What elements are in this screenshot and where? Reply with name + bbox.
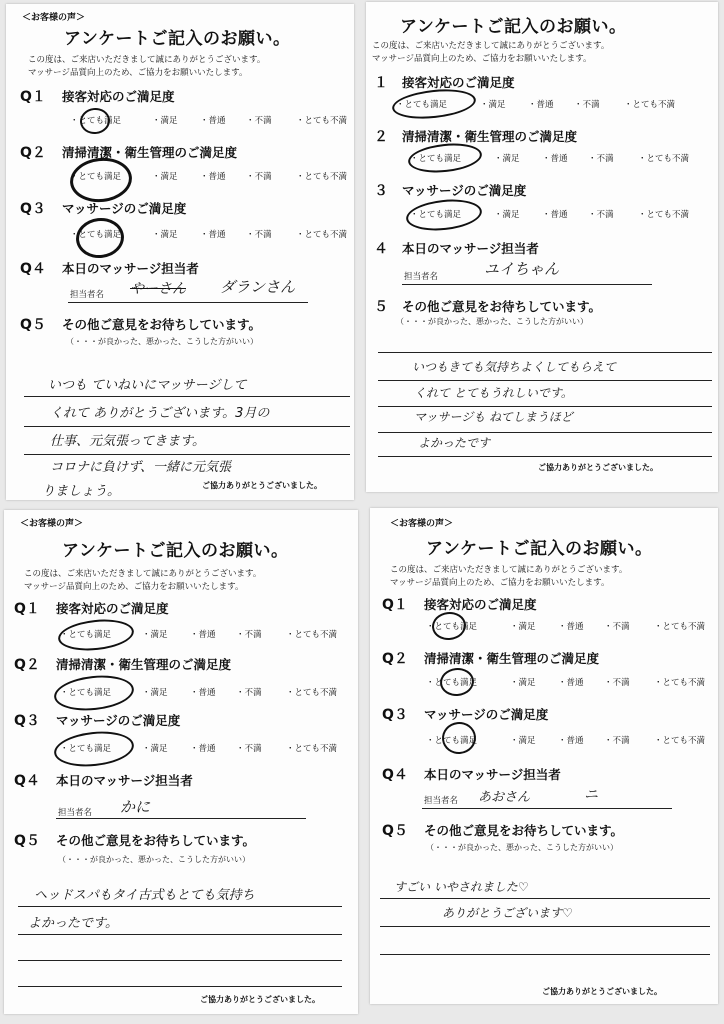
option-very-satisfied[interactable]: ・とても満足 — [410, 210, 462, 220]
option-very-dissatisfied[interactable]: ・とても不満 — [638, 154, 690, 164]
question-text: マッサージのご満足度 — [56, 713, 181, 728]
comment-line — [380, 898, 710, 899]
option-satisfied[interactable]: ・満足 — [142, 630, 168, 640]
comment-line — [378, 352, 712, 353]
rating-options-1 — [60, 628, 337, 640]
question-number: Q４ — [20, 261, 46, 277]
rating-options-3 — [70, 228, 347, 240]
comment-line — [378, 456, 712, 457]
question-text: 本日のマッサージ担当者 — [424, 767, 561, 782]
question-1 — [14, 598, 169, 618]
option-very-dissatisfied[interactable]: ・とても不満 — [296, 230, 348, 240]
question-5 — [374, 296, 601, 316]
question-number: Q４ — [382, 767, 408, 783]
question-text: 清掃清潔・衛生管理のご満足度 — [56, 657, 232, 672]
option-satisfied[interactable]: ・満足 — [142, 744, 168, 754]
question-3 — [374, 180, 526, 200]
question-text: 本日のマッサージ担当者 — [56, 773, 193, 788]
comment-line — [380, 926, 710, 927]
option-satisfied[interactable]: ・満足 — [510, 736, 536, 746]
rating-options-2 — [60, 686, 337, 698]
intro-line-1: この度は、ご来店いただきまして誠にありがとうございます。 — [372, 41, 610, 51]
survey-card-2 — [366, 2, 718, 492]
staff-label: 担当者名 — [404, 272, 439, 282]
question-1 — [374, 72, 515, 92]
option-neutral[interactable]: ・普通 — [558, 622, 584, 632]
comment-hint: （・・・が良かった、悪かった、こうした方がいい） — [426, 843, 618, 852]
option-neutral[interactable]: ・普通 — [542, 154, 568, 164]
rating-options-3 — [426, 734, 705, 746]
option-satisfied[interactable]: ・満足 — [480, 100, 506, 110]
question-1 — [382, 594, 537, 614]
option-dissatisfied[interactable]: ・不満 — [588, 210, 614, 220]
question-text: その他ご意見をお待ちしています。 — [56, 833, 256, 848]
option-neutral[interactable]: ・普通 — [190, 630, 216, 640]
comment-line — [24, 454, 350, 455]
intro-line-2: マッサージ品質向上のため、ご協力をお願いいたします。 — [24, 582, 244, 592]
question-2 — [374, 126, 577, 146]
option-dissatisfied[interactable]: ・不満 — [236, 744, 262, 754]
option-very-satisfied[interactable]: ・とても満足 — [70, 116, 122, 126]
comment-line-1: ヘッドスパもタイ古式もとても気持ち — [34, 888, 255, 903]
survey-card-3 — [4, 510, 358, 1014]
option-very-satisfied[interactable]: ・とても満足 — [60, 688, 112, 698]
question-text: 本日のマッサージ担当者 — [62, 261, 199, 276]
staff-underline — [422, 808, 672, 809]
question-number: Q１ — [14, 601, 40, 617]
option-very-satisfied[interactable]: ・とても満足 — [396, 100, 448, 110]
question-2 — [14, 654, 231, 674]
voice-tag: ＜お客様の声＞ — [390, 519, 454, 529]
comment-hint: （・・・が良かった、悪かった、こうした方がいい） — [396, 317, 588, 326]
option-dissatisfied[interactable]: ・不満 — [246, 116, 272, 126]
comment-line — [380, 954, 710, 955]
rating-options-3 — [410, 208, 689, 220]
comment-line-1: いつも ていねいにマッサージして — [48, 378, 247, 393]
rating-options-1 — [70, 114, 347, 126]
survey-card-1 — [6, 4, 354, 500]
staff-name-struck: やーさん — [130, 281, 186, 297]
comment-line — [24, 396, 350, 397]
question-text: 本日のマッサージ担当者 — [402, 241, 539, 256]
thanks-text: ご協力ありがとうございました。 — [200, 995, 320, 1004]
rating-options-2 — [426, 676, 705, 688]
comment-line — [18, 960, 342, 961]
question-number: ２ — [374, 129, 388, 145]
option-very-dissatisfied[interactable]: ・とても不満 — [638, 210, 690, 220]
option-very-satisfied[interactable]: ・とても満足 — [426, 622, 478, 632]
question-3 — [14, 710, 180, 730]
option-neutral[interactable]: ・普通 — [542, 210, 568, 220]
survey-title: アンケートご記入のお願い。 — [62, 541, 289, 561]
option-very-dissatisfied[interactable]: ・とても不満 — [654, 678, 706, 688]
survey-title: アンケートご記入のお願い。 — [400, 17, 627, 37]
question-number: Q２ — [382, 651, 408, 667]
option-very-satisfied[interactable]: ・とても満足 — [426, 678, 478, 688]
question-4 — [374, 238, 539, 258]
option-very-satisfied[interactable]: ・とても満足 — [70, 172, 122, 182]
option-very-dissatisfied[interactable]: ・とても不満 — [624, 100, 676, 110]
option-satisfied[interactable]: ・満足 — [152, 116, 178, 126]
option-dissatisfied[interactable]: ・不満 — [604, 622, 630, 632]
question-number: Q２ — [20, 145, 46, 161]
intro-line-2: マッサージ品質向上のため、ご協力をお願いいたします。 — [390, 578, 610, 588]
option-very-satisfied[interactable]: ・とても満足 — [70, 230, 122, 240]
question-text: 清掃清潔・衛生管理のご満足度 — [62, 145, 238, 160]
question-number: Q３ — [382, 707, 408, 723]
option-dissatisfied[interactable]: ・不満 — [236, 688, 262, 698]
question-number: Q１ — [382, 597, 408, 613]
staff-label: 担当者名 — [424, 796, 459, 806]
survey-title: アンケートご記入のお願い。 — [426, 539, 653, 559]
question-text: 清掃清潔・衛生管理のご満足度 — [424, 651, 600, 666]
option-dissatisfied[interactable]: ・不満 — [246, 230, 272, 240]
option-dissatisfied[interactable]: ・不満 — [604, 736, 630, 746]
question-5 — [20, 314, 261, 334]
option-satisfied[interactable]: ・満足 — [510, 622, 536, 632]
option-satisfied[interactable]: ・満足 — [142, 688, 168, 698]
intro-line-1: この度は、ご来店いただきまして誠にありがとうございます。 — [24, 569, 262, 579]
option-very-dissatisfied[interactable]: ・とても不満 — [654, 736, 706, 746]
option-satisfied[interactable]: ・満足 — [494, 210, 520, 220]
option-dissatisfied[interactable]: ・不満 — [574, 100, 600, 110]
option-very-dissatisfied[interactable]: ・とても不満 — [654, 622, 706, 632]
question-number: １ — [374, 75, 388, 91]
question-3 — [382, 704, 548, 724]
staff-name: ユイちゃん — [484, 260, 560, 278]
question-text: その他ご意見をお待ちしています。 — [424, 823, 624, 838]
question-text: 清掃清潔・衛生管理のご満足度 — [402, 129, 578, 144]
question-3 — [20, 198, 186, 218]
voice-tag: ＜お客様の声＞ — [22, 13, 86, 23]
option-neutral[interactable]: ・普通 — [190, 688, 216, 698]
question-4 — [382, 764, 561, 784]
comment-line-4: よかったです — [418, 436, 491, 450]
option-neutral[interactable]: ・普通 — [200, 172, 226, 182]
intro-line-2: マッサージ品質向上のため、ご協力をお願いいたします。 — [372, 54, 592, 64]
staff-underline — [402, 284, 652, 285]
staff-underline — [56, 818, 306, 819]
option-neutral[interactable]: ・普通 — [200, 116, 226, 126]
question-4 — [20, 258, 199, 278]
option-neutral[interactable]: ・普通 — [200, 230, 226, 240]
thanks-text: ご協力ありがとうございました。 — [538, 463, 658, 472]
question-number: ３ — [374, 183, 388, 199]
staff-mark: ニ — [584, 787, 598, 803]
question-number: Q３ — [14, 713, 40, 729]
option-very-satisfied[interactable]: ・とても満足 — [426, 736, 478, 746]
comment-line — [378, 432, 712, 433]
question-number: Q５ — [20, 317, 46, 333]
thanks-text: ご協力ありがとうございました。 — [542, 987, 662, 996]
question-text: マッサージのご満足度 — [424, 707, 549, 722]
staff-label: 担当者名 — [58, 808, 93, 818]
option-very-dissatisfied[interactable]: ・とても不満 — [286, 744, 338, 754]
thanks-text: ご協力ありがとうございました。 — [202, 481, 322, 490]
option-dissatisfied[interactable]: ・不満 — [604, 678, 630, 688]
option-dissatisfied[interactable]: ・不満 — [588, 154, 614, 164]
comment-line — [18, 986, 342, 987]
question-4 — [14, 770, 193, 790]
option-neutral[interactable]: ・普通 — [558, 736, 584, 746]
question-text: その他ご意見をお待ちしています。 — [62, 317, 262, 332]
comment-line — [24, 426, 350, 427]
comment-line-2: ありがとうございます♡ — [442, 906, 573, 920]
question-text: マッサージのご満足度 — [62, 201, 187, 216]
comment-line — [378, 380, 712, 381]
option-very-dissatisfied[interactable]: ・とても不満 — [296, 116, 348, 126]
comment-line-2: くれて ありがとうございます。3月の — [50, 406, 270, 421]
comment-line-4: コロナに負けず、一緒に元気張 — [50, 460, 231, 475]
comment-line-2: くれて とてもうれしいです。 — [414, 386, 573, 400]
rating-options-3 — [60, 742, 337, 754]
option-dissatisfied[interactable]: ・不満 — [246, 172, 272, 182]
rating-options-1 — [426, 620, 705, 632]
question-number: Q２ — [14, 657, 40, 673]
option-very-dissatisfied[interactable]: ・とても不満 — [286, 630, 338, 640]
question-number: ４ — [374, 241, 388, 257]
question-number: Q１ — [20, 89, 46, 105]
question-text: 接客対応のご満足度 — [56, 601, 169, 616]
intro-line-1: この度は、ご来店いただきまして誠にありがとうございます。 — [28, 55, 266, 65]
option-neutral[interactable]: ・普通 — [528, 100, 554, 110]
question-2 — [20, 142, 237, 162]
option-neutral[interactable]: ・普通 — [190, 744, 216, 754]
question-text: 接客対応のご満足度 — [402, 75, 515, 90]
question-text: マッサージのご満足度 — [402, 183, 527, 198]
question-number: Q５ — [382, 823, 408, 839]
option-very-satisfied[interactable]: ・とても満足 — [60, 744, 112, 754]
staff-name: かに — [120, 798, 151, 816]
question-number: Q４ — [14, 773, 40, 789]
rating-options-1 — [396, 98, 675, 110]
comment-line — [378, 406, 712, 407]
question-text: 接客対応のご満足度 — [62, 89, 175, 104]
option-very-satisfied[interactable]: ・とても満足 — [410, 154, 462, 164]
staff-underline — [68, 302, 308, 303]
option-very-dissatisfied[interactable]: ・とても不満 — [286, 688, 338, 698]
comment-line — [18, 934, 342, 935]
option-very-dissatisfied[interactable]: ・とても不満 — [296, 172, 348, 182]
question-text: 接客対応のご満足度 — [424, 597, 537, 612]
option-satisfied[interactable]: ・満足 — [152, 230, 178, 240]
comment-line-1: すごい いやされました♡ — [394, 880, 529, 894]
question-number: Q５ — [14, 833, 40, 849]
comment-line — [18, 906, 342, 907]
comment-line-3: マッサージも ねてしまうほど — [414, 410, 573, 424]
intro-line-1: この度は、ご来店いただきまして誠にありがとうございます。 — [390, 565, 628, 575]
staff-name: ダランさん — [220, 278, 296, 296]
voice-tag: ＜お客様の声＞ — [20, 519, 84, 529]
comment-line-5: りましょう。 — [42, 484, 121, 499]
question-1 — [20, 86, 175, 106]
survey-title: アンケートご記入のお願い。 — [64, 29, 291, 49]
question-2 — [382, 648, 599, 668]
question-text: その他ご意見をお待ちしています。 — [402, 299, 602, 314]
question-number: Q３ — [20, 201, 46, 217]
option-very-satisfied[interactable]: ・とても満足 — [60, 630, 112, 640]
staff-name: あおさん — [478, 790, 531, 805]
rating-options-2 — [70, 170, 347, 182]
rating-options-2 — [410, 152, 689, 164]
option-dissatisfied[interactable]: ・不満 — [236, 630, 262, 640]
comment-hint: （・・・が良かった、悪かった、こうした方がいい） — [58, 855, 250, 864]
survey-card-4 — [370, 508, 718, 1004]
option-neutral[interactable]: ・普通 — [558, 678, 584, 688]
comment-line-2: よかったです。 — [28, 916, 118, 931]
staff-label: 担当者名 — [70, 290, 105, 300]
option-satisfied[interactable]: ・満足 — [152, 172, 178, 182]
comment-line-3: 仕事、元気張ってきます。 — [50, 434, 205, 449]
question-5 — [382, 820, 623, 840]
option-satisfied[interactable]: ・満足 — [494, 154, 520, 164]
question-5 — [14, 830, 255, 850]
comment-line-1: いつもきても気持ちよくしてもらえて — [412, 360, 617, 374]
option-satisfied[interactable]: ・満足 — [510, 678, 536, 688]
comment-hint: （・・・が良かった、悪かった、こうした方がいい） — [66, 337, 258, 346]
intro-line-2: マッサージ品質向上のため、ご協力をお願いいたします。 — [28, 68, 248, 78]
question-number: ５ — [374, 299, 388, 315]
